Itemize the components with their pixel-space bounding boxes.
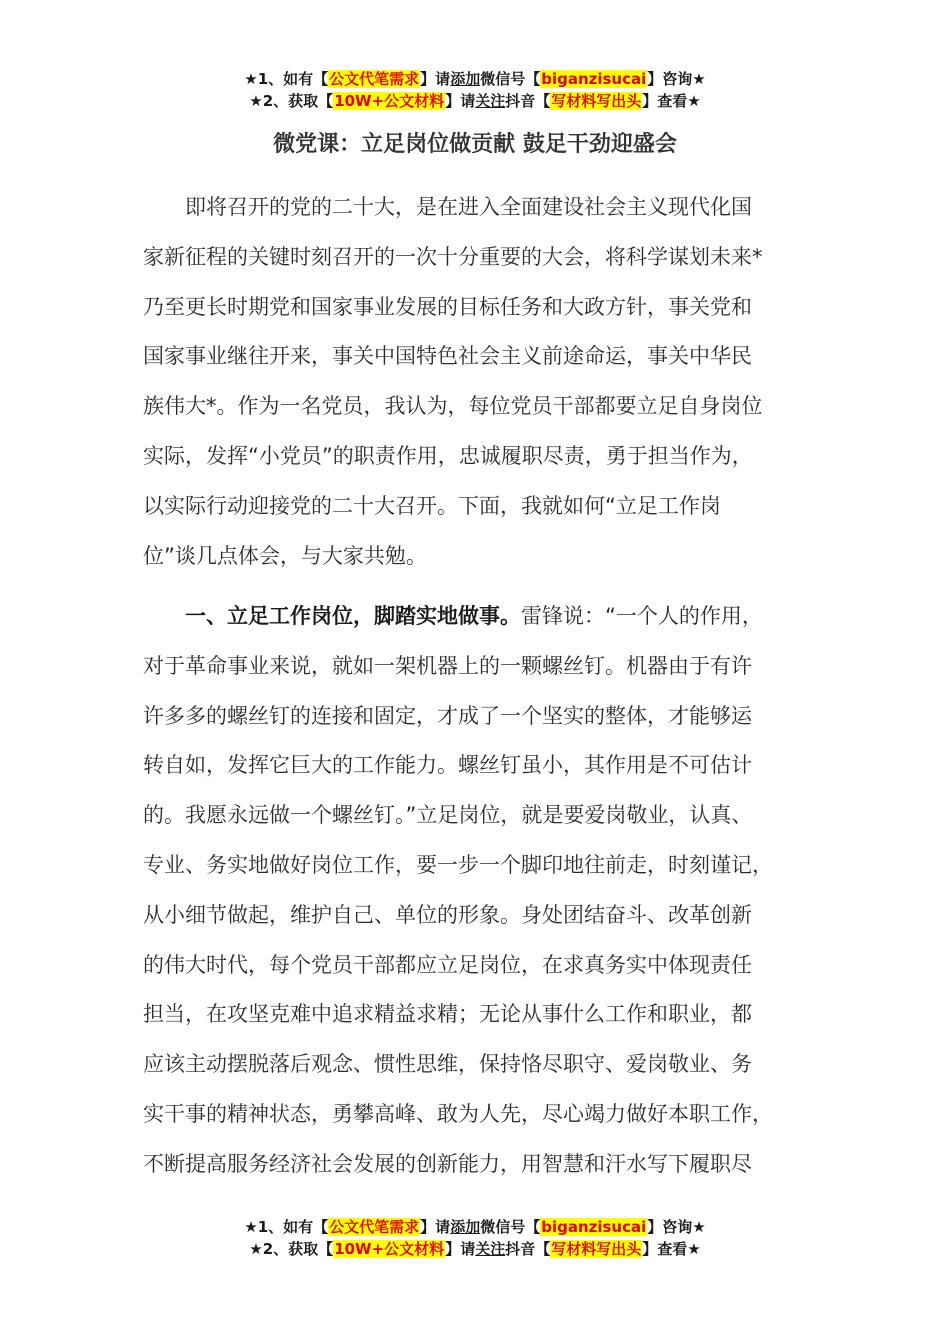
banner-text: 】查看★ <box>642 92 701 110</box>
text-run: 雷锋说：“一个人的作用， <box>521 604 763 628</box>
banner-text: 微信号【 <box>480 1218 541 1236</box>
underlined-follow: 关注 <box>475 1240 506 1258</box>
text-line: 即将召开的党的二十大，是在进入全面建设社会主义现代化国 <box>185 195 752 219</box>
text-line: 对于革命事业来说，就如一架机器上的一颗螺丝钉。机器由于有许 <box>143 653 752 678</box>
banner-text: 】咨询★ <box>647 70 706 88</box>
highlight-douyin-account: 写材料写出头 <box>551 1240 642 1258</box>
banner-text: 】请 <box>445 1240 476 1258</box>
text-line: 担当，在攻坚克难中追求精益求精；无论从事什么工作和职业，都 <box>143 1002 752 1027</box>
text-line: 转自如，发挥它巨大的工作能力。螺丝钉虽小，其作用是不可估计 <box>143 753 752 778</box>
text-line: 的。我愿永远做一个螺丝钉。”立足岗位，就是要爱岗敬业，认真、 <box>143 803 753 828</box>
banner-text: 】请 <box>420 70 451 88</box>
banner-text: ★2、获取【 <box>249 1240 334 1258</box>
text-line: 的伟大时代，每个党员干部都应立足岗位，在求真务实中体现责任 <box>143 952 752 977</box>
text-line: 从小细节做起，维护自己、单位的形象。身处团结奋斗、改革创新 <box>143 902 752 927</box>
banner-text: ★1、如有【 <box>244 1218 329 1236</box>
text-line: 实际，发挥“小党员”的职责作用，忠诚履职尽责，勇于担当作为， <box>143 443 753 468</box>
banner-text: ★1、如有【 <box>244 70 329 88</box>
header-banner <box>0 68 950 112</box>
section-heading: 一、立足工作岗位，脚踏实地做事。 <box>185 604 521 628</box>
footer-banner <box>0 1216 950 1260</box>
banner-line-2 <box>0 1238 950 1260</box>
text-line: 族伟大*。作为一名党员，我认为，每位党员干部都要立足自身岗位 <box>143 394 763 419</box>
banner-line-1 <box>0 1216 950 1238</box>
banner-text: 微信号【 <box>480 70 541 88</box>
text-line: 乃至更长时期党和国家事业发展的目标任务和大政方针，事关党和 <box>143 294 752 319</box>
text-line: 许多多的螺丝钉的连接和固定，才成了一个坚实的整体，才能够运 <box>143 703 752 728</box>
highlight-wechat-id: biganzisucai <box>541 70 647 88</box>
banner-text: 】查看★ <box>642 1240 701 1258</box>
banner-text: ★2、获取【 <box>249 92 334 110</box>
underlined-follow: 关注 <box>475 92 506 110</box>
banner-text: 抖音【 <box>505 92 551 110</box>
underlined-add: 添加 <box>450 1218 481 1236</box>
paragraph-section-one <box>143 592 833 1190</box>
banner-text: 】请 <box>445 92 476 110</box>
banner-text: 】咨询★ <box>647 1218 706 1236</box>
text-line: 国家事业继往开来，事关中国特色社会主义前途命运，事关中华民 <box>143 344 752 369</box>
text-line: 家新征程的关键时刻召开的一次十分重要的大会，将科学谋划未来* <box>143 244 763 269</box>
highlight-materials: 10W+公文材料 <box>334 1240 445 1258</box>
highlight-service: 公文代笔需求 <box>329 1218 420 1236</box>
highlight-materials: 10W+公文材料 <box>334 92 445 110</box>
paragraph-intro <box>143 183 833 581</box>
highlight-wechat-id: biganzisucai <box>541 1218 647 1236</box>
underlined-add: 添加 <box>450 70 481 88</box>
text-line <box>143 592 833 642</box>
text-line: 不断提高服务经济社会发展的创新能力，用智慧和汗水写下履职尽 <box>143 1151 752 1176</box>
document-title: 微党课：立足岗位做贡献 鼓足干劲迎盛会 <box>273 132 677 157</box>
banner-text: 】请 <box>420 1218 451 1236</box>
text-line: 应该主动摆脱落后观念、惯性思维，保持恪尽职守、爱岗敬业、务 <box>143 1052 752 1077</box>
text-line: 实干事的精神状态，勇攀高峰、敢为人先，尽心竭力做好本职工作， <box>143 1101 773 1126</box>
banner-line-1 <box>0 68 950 90</box>
highlight-service: 公文代笔需求 <box>329 70 420 88</box>
banner-line-2 <box>0 90 950 112</box>
text-line: 位”谈几点体会，与大家共勉。 <box>143 543 427 568</box>
text-line: 以实际行动迎接党的二十大召开。下面，我就如何“立足工作岗 <box>143 493 721 518</box>
highlight-douyin-account: 写材料写出头 <box>551 92 642 110</box>
banner-text: 抖音【 <box>505 1240 551 1258</box>
text-line: 专业、务实地做好岗位工作，要一步一个脚印地往前走，时刻谨记， <box>143 852 773 877</box>
